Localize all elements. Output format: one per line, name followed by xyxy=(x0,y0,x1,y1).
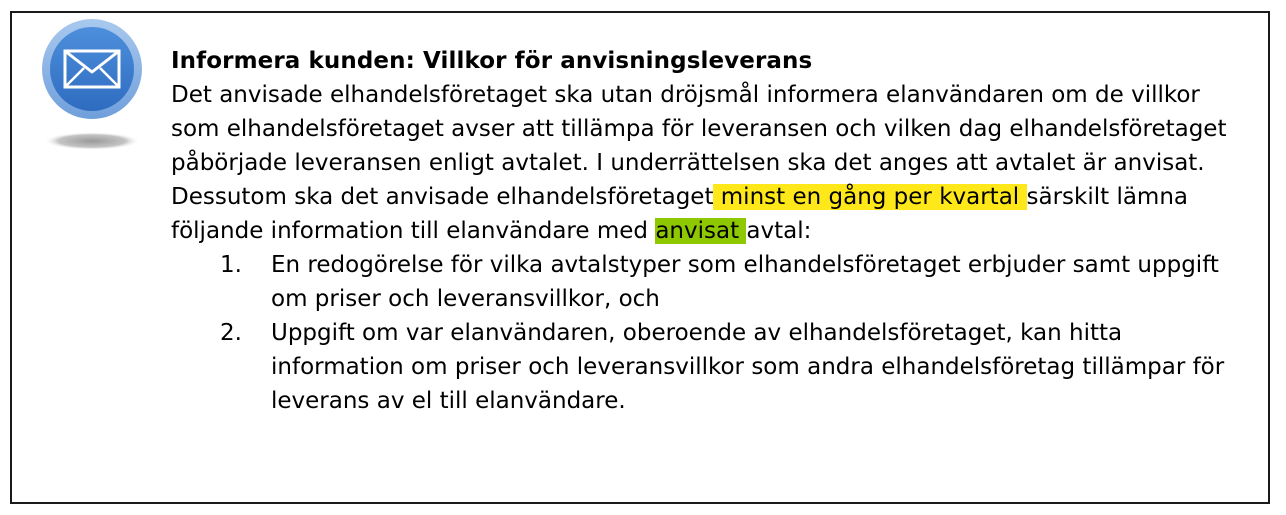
paragraph-quarterly-before: Dessutom ska det anvisade elhandelsföretaget xyxy=(171,184,714,210)
highlight-anvisat: anvisat xyxy=(655,218,747,244)
numbered-list xyxy=(171,248,1251,418)
list-item-text: En redogörelse för vilka avtalstyper som elhandelsföretaget erbjuder samt uppgift om priser och leveransvillkor, och xyxy=(271,252,1219,312)
paragraph-quarterly xyxy=(171,180,1251,248)
list-item xyxy=(171,248,1251,316)
list-item-number: 1. xyxy=(220,252,242,278)
paragraph-intro: Det anvisade elhandelsföretaget ska utan dröjsmål informera elanvändaren om de villkor som elhandelsföretaget avser att tillämpa för leveransen och vilken dag elhandelsföretaget påbörjade leveransen enligt avtalet. I underrättelsen ska det anges att avtalet är anvisat. xyxy=(171,82,1227,176)
list-item xyxy=(171,316,1251,418)
envelope-icon xyxy=(32,16,152,156)
list-item-text: Uppgift om var elanvändaren, oberoende av elhandelsföretaget, kan hitta information om priser och leveransvillkor som andra elhandelsföretag tillämpar för leverans av el till elanvändare. xyxy=(271,320,1225,414)
list-item-number: 2. xyxy=(220,320,242,346)
info-title: Informera kunden: Villkor för anvisningsleverans xyxy=(171,48,813,74)
paragraph-quarterly-after: avtal: xyxy=(746,218,812,244)
info-content xyxy=(171,44,1251,418)
info-box xyxy=(10,11,1270,504)
paragraph-quarterly-middle: särskilt lämna följande information till elanvändare med xyxy=(171,184,1189,244)
highlight-quarterly: minst en gång per kvartal xyxy=(713,184,1027,210)
